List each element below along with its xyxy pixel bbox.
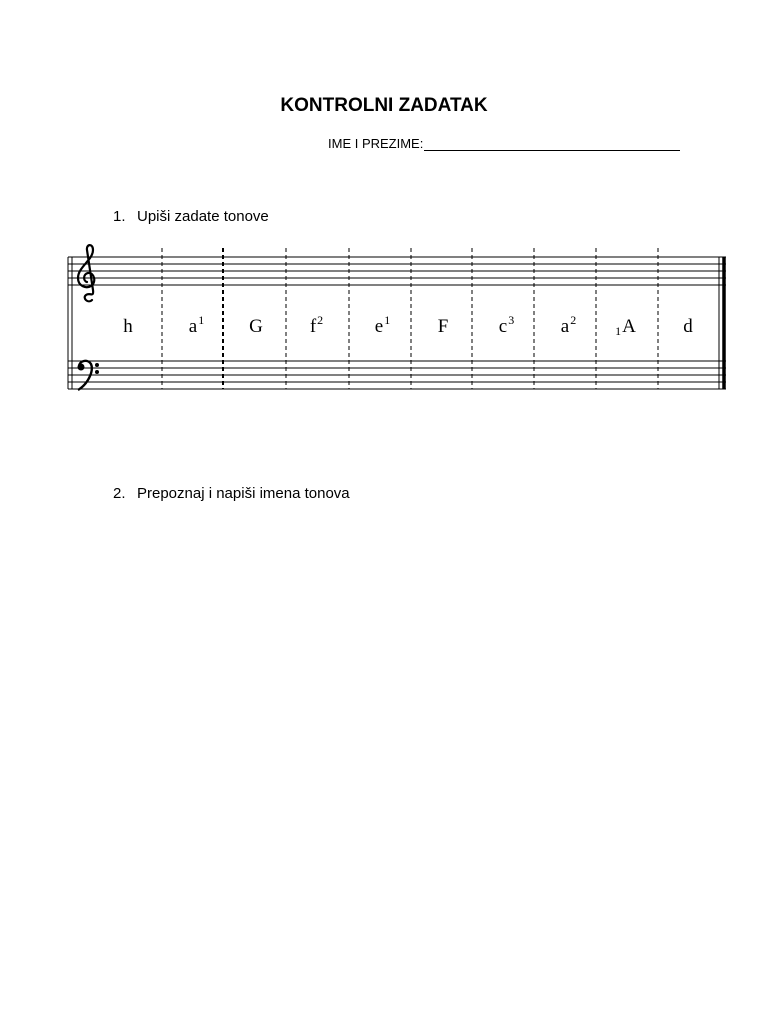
note-label: $a^1$ [188, 313, 205, 337]
name-field [328, 136, 680, 151]
task-text: Upiši zadate tonove [137, 208, 269, 225]
note-label: G [249, 316, 263, 337]
note-label: $a^2$ [560, 313, 577, 337]
treble-clef-icon [78, 245, 94, 301]
note-label: h [123, 316, 133, 337]
note-label: $e^1$ [374, 313, 391, 337]
page-title: KONTROLNI ZADATAK [280, 95, 488, 116]
task-number: 2. [113, 485, 126, 502]
task-text: Prepoznaj i napiši imena tonova [137, 485, 350, 502]
name-label: IME I PREZIME: [328, 136, 424, 151]
note-label: $c^3$ [498, 313, 515, 337]
task-2 [113, 485, 350, 502]
note-label: d [683, 316, 693, 337]
task-1 [113, 208, 269, 225]
note-label: $_1$A [615, 316, 636, 338]
name-blank-line[interactable] [424, 136, 680, 151]
note-label: $f^2$ [309, 313, 324, 337]
task-number: 1. [113, 208, 126, 225]
note-label: F [437, 316, 449, 337]
